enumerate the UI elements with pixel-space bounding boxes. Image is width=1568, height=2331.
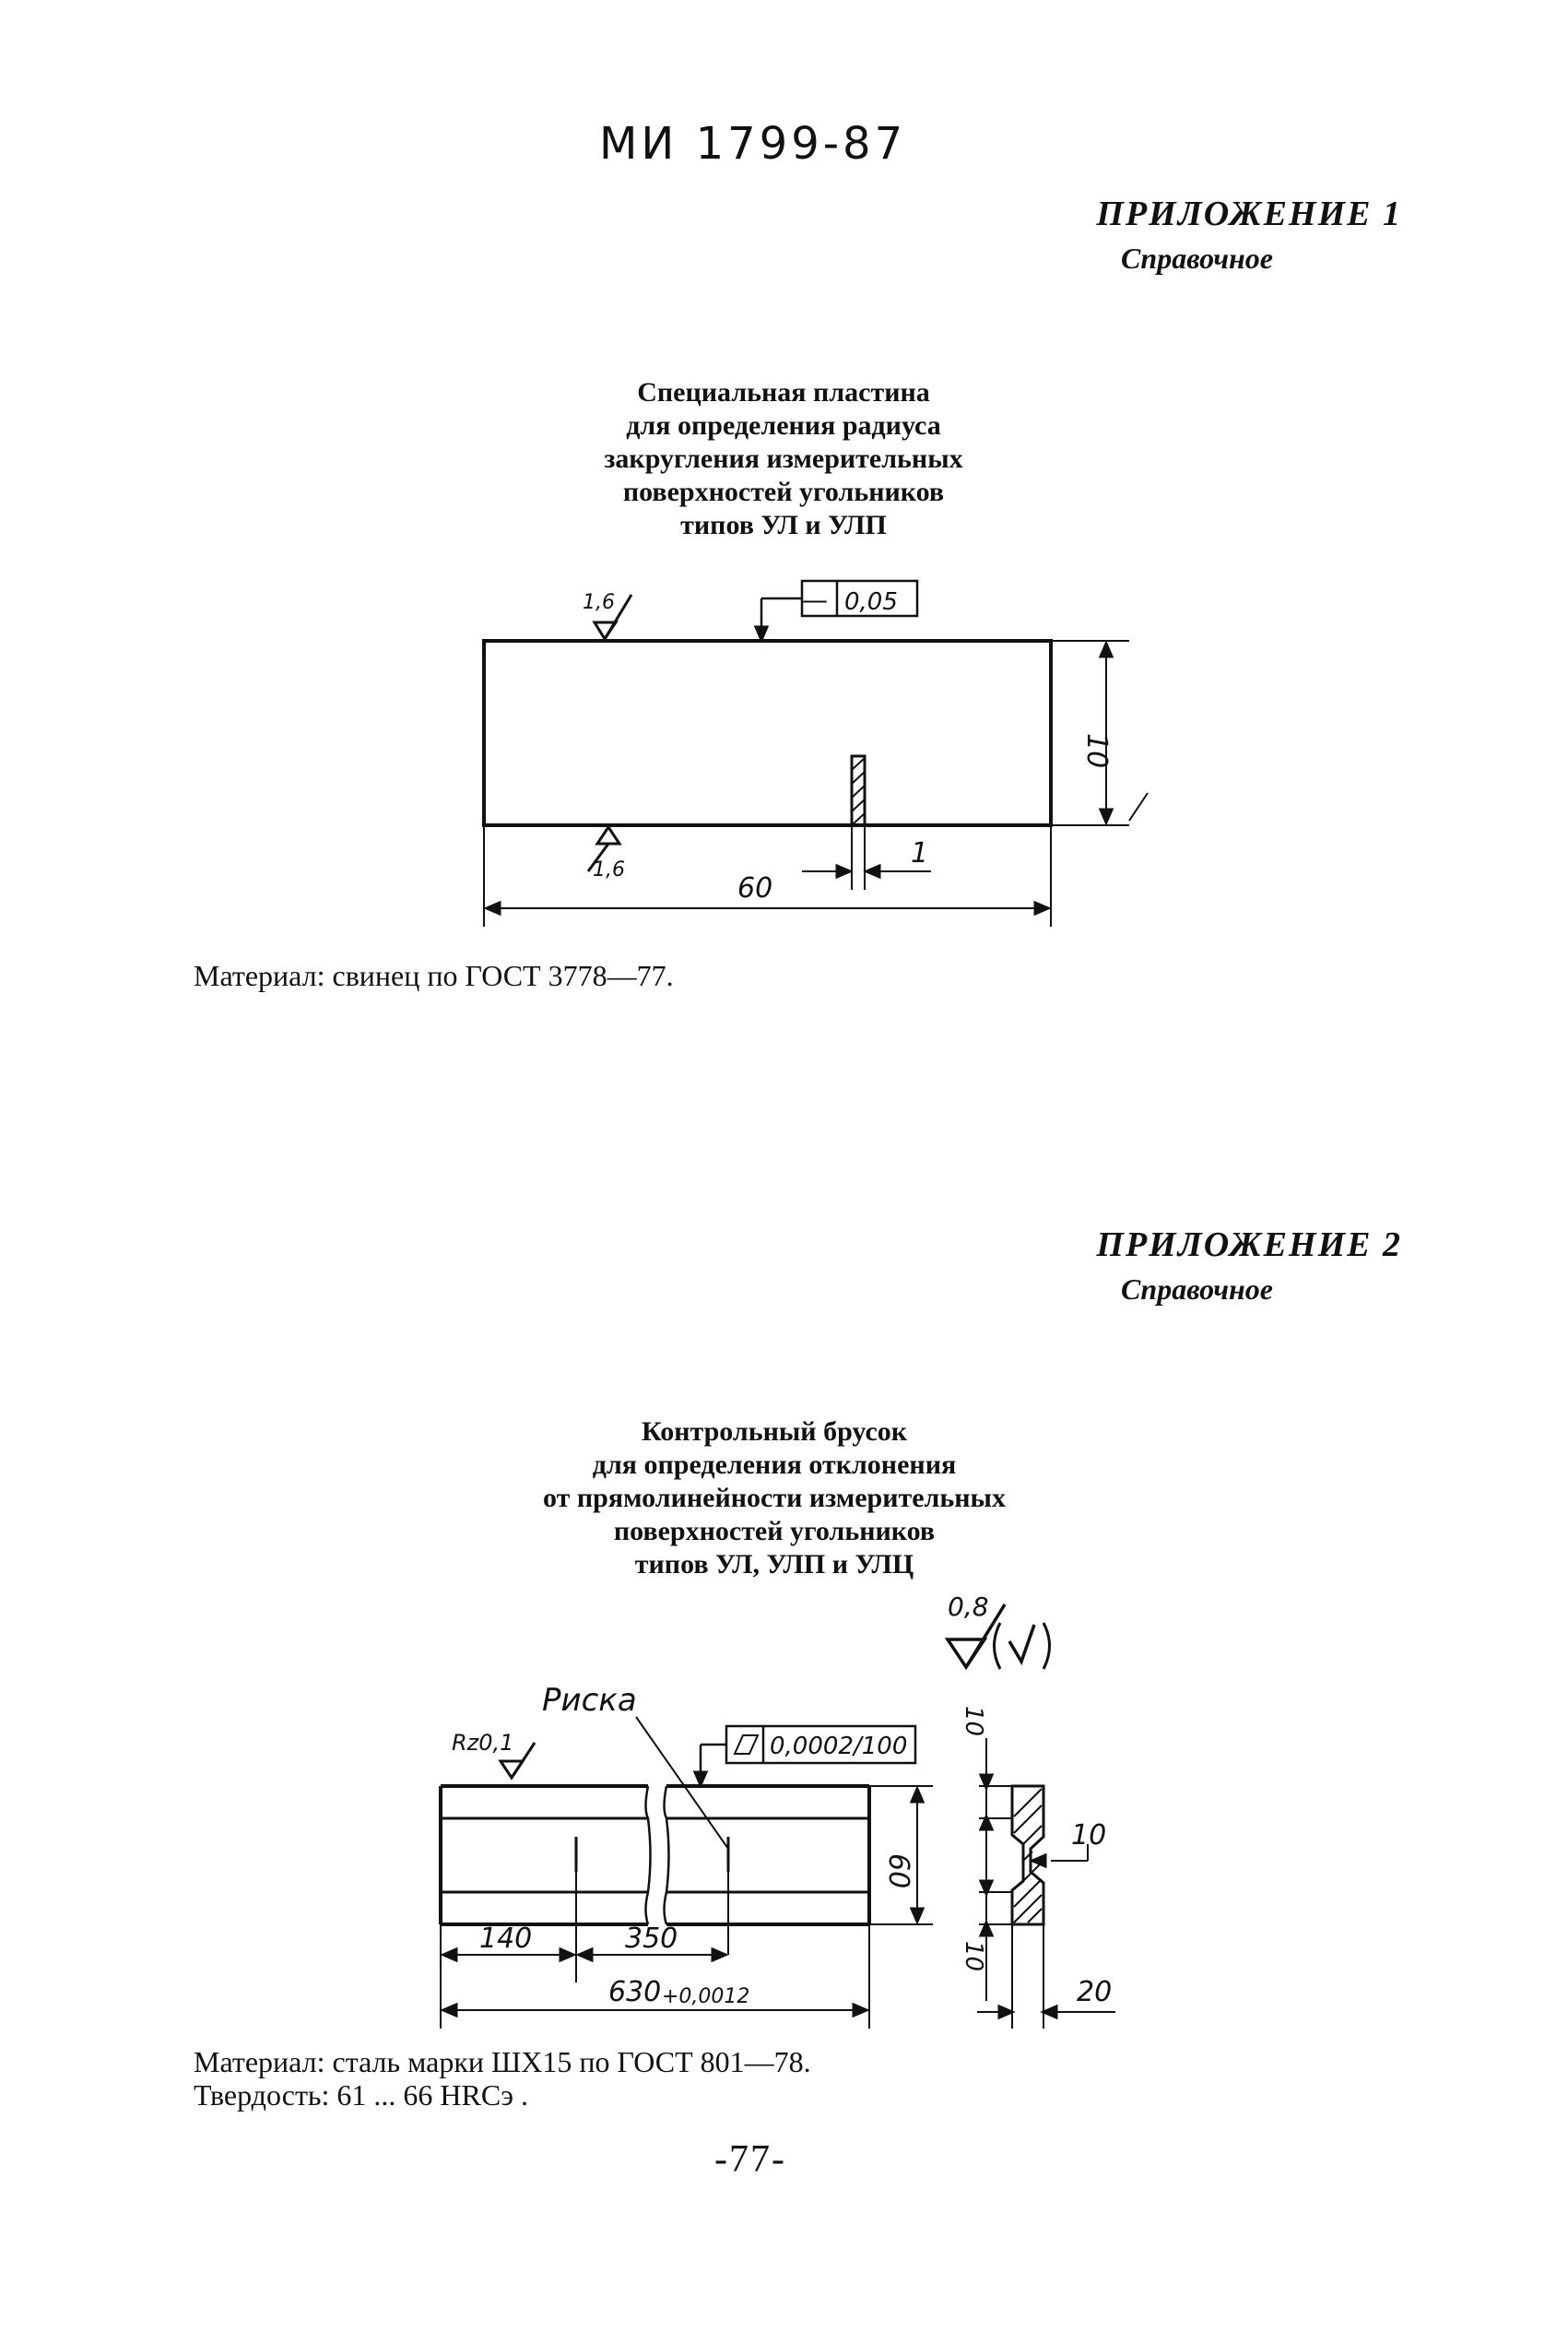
label-riska: Риска (542, 1682, 637, 1719)
dimension-60: 60 (882, 1853, 914, 1889)
plate-outline (484, 641, 1051, 825)
caption-line: поверхностей угольников (613, 1516, 936, 1546)
dimension-10-top: 10 (960, 1706, 987, 1737)
dimension-slot: 1 (911, 837, 929, 870)
plate-drawing (0, 0, 1568, 1014)
caption-line: от прямолинейности измерительных (543, 1483, 1006, 1513)
caption-line: типов УЛ и УЛП (680, 510, 887, 540)
caption-line: для определения радиуса (626, 410, 941, 441)
straightness-value: 0,0002/100 (770, 1733, 908, 1760)
roughness-bottom-value: 1,6 (593, 858, 625, 882)
material-line: Твердость: 61 ... 66 HRCэ . (194, 2078, 528, 2112)
caption-line: типов УЛ, УЛП и УЛЦ (634, 1549, 914, 1580)
appendix-1-material: Материал: свинец по ГОСТ 3778—77. (194, 959, 674, 992)
appendix-1-subtitle: Справочное (1121, 242, 1273, 275)
dimension-350: 350 (625, 1923, 678, 1955)
straightness-icon (735, 1735, 758, 1754)
caption-line: Контрольный брусок (641, 1416, 908, 1447)
roughness-bottom-icon (597, 827, 619, 844)
bar-drawing (0, 1568, 1568, 2047)
dimension-height: 10 (1080, 733, 1113, 769)
dimension-630: 630 (608, 1976, 662, 2008)
appendix-2-title: ПРИЛОЖЕНИЕ 2 (1096, 1225, 1402, 1264)
dimension-10-bottom: 10 (960, 1941, 987, 1972)
flatness-value: 0,05 (844, 588, 898, 616)
material-line: Материал: сталь марки ШХ15 по ГОСТ 801—78. (194, 2045, 811, 2078)
flatness-symbol: — (802, 585, 828, 615)
document-code: МИ 1799-87 (599, 118, 907, 170)
dimension-10-mid: 10 (1071, 1819, 1107, 1852)
roughness-top-value: 1,6 (583, 591, 615, 614)
page-number: -77- (714, 2138, 786, 2181)
roughness-rz-value: Rz0,1 (452, 1730, 514, 1756)
appendix-1-title: ПРИЛОЖЕНИЕ 1 (1096, 195, 1402, 233)
appendix-2-material (194, 2045, 811, 2112)
appendix-2-subtitle: Справочное (1121, 1272, 1273, 1306)
caption-line: закругления измерительных (604, 444, 963, 474)
appendix-2-caption (406, 1415, 1143, 1581)
caption-line: поверхностей угольников (622, 477, 945, 507)
check-icon (1009, 1625, 1034, 1662)
caption-line: Специальная пластина (637, 377, 930, 408)
caption-line: для определения отклонения (592, 1449, 957, 1480)
dimension-630-tolerance: +0,0012 (662, 1985, 750, 2008)
general-roughness-value: 0,8 (948, 1591, 989, 1622)
dimension-140: 140 (479, 1923, 533, 1955)
dimension-length: 60 (737, 872, 773, 905)
dimension-20: 20 (1077, 1976, 1113, 2008)
